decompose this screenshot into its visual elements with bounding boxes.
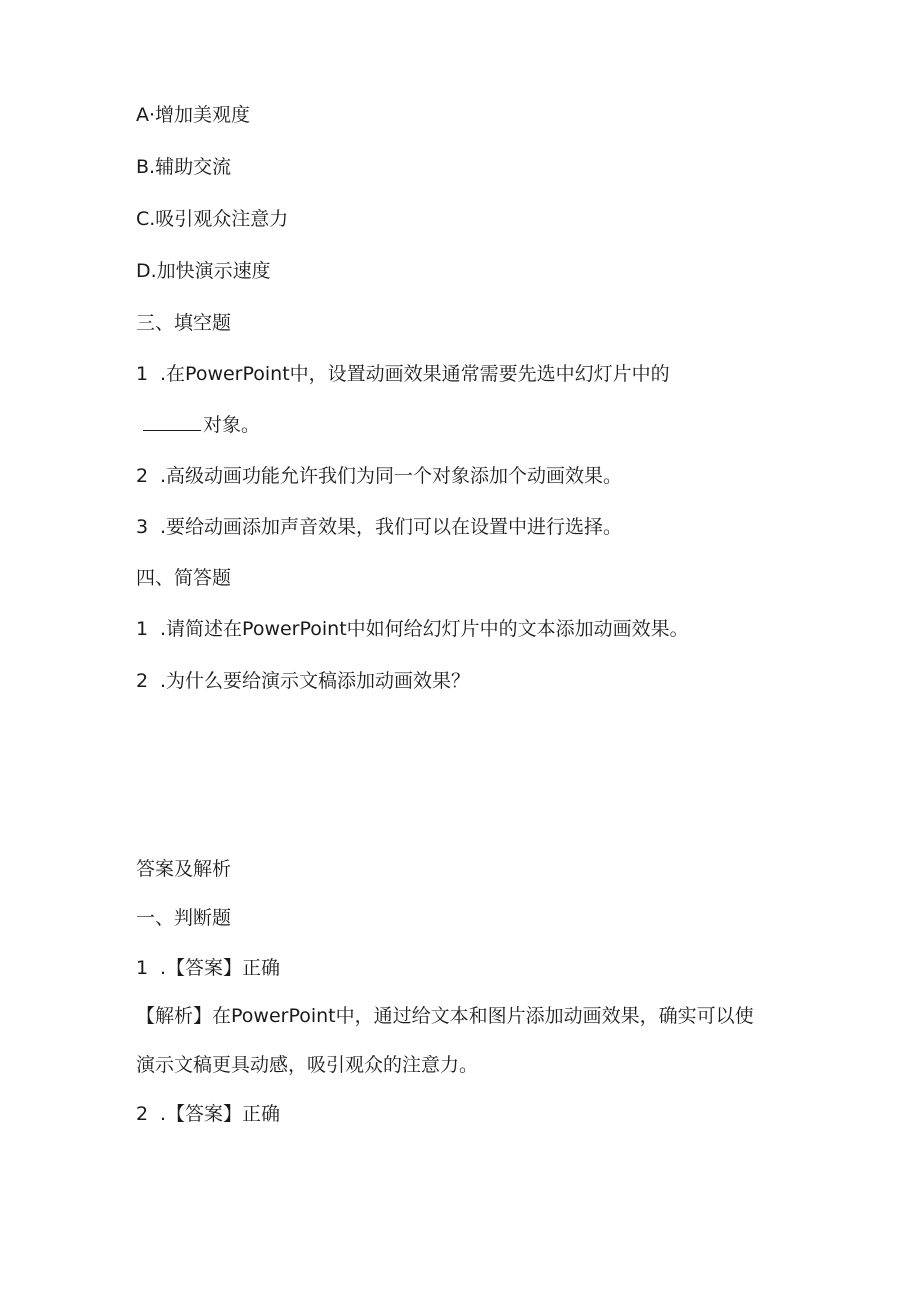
analysis-line-1: 【解析】在PowerPoint中，通过给文本和图片添加动画效果，确实可以使 (136, 1005, 754, 1027)
analysis-line-2: 演示文稿更具动感，吸引观众的注意力。 (136, 1054, 479, 1076)
item-text: .【答案】正确 (160, 1103, 281, 1125)
fill-item-1-continuation (143, 413, 260, 437)
answers-title: 答案及解析 (136, 858, 232, 880)
short-item-1 (136, 617, 689, 641)
short-answer-heading: 四、简答题 (136, 567, 232, 589)
fill-item-1 (136, 362, 670, 386)
item-number: 1 (136, 957, 149, 979)
fill-item-2 (136, 464, 622, 488)
fill-item-3 (136, 515, 622, 539)
item-text: .高级动画功能允许我们为同一个对象添加个动画效果。 (160, 465, 623, 487)
item-text: .在PowerPoint中，设置动画效果通常需要先选中幻灯片中的 (160, 363, 670, 385)
option-a: A·增加美观度 (136, 104, 251, 126)
item-text: .【答案】正确 (160, 957, 281, 979)
short-item-2 (136, 669, 470, 693)
item-text: .为什么要给演示文稿添加动画效果？ (160, 670, 471, 692)
item-number: 1 (136, 618, 149, 640)
answer-item-2 (136, 1102, 280, 1126)
answers-section-heading: 一、判断题 (136, 907, 232, 929)
item-number: 1 (136, 363, 149, 385)
item-number: 3 (136, 516, 149, 538)
item-text: .要给动画添加声音效果，我们可以在设置中进行选择。 (160, 516, 623, 538)
answer-blank (143, 416, 201, 431)
item-text: 对象。 (203, 414, 261, 436)
item-text: .请简述在PowerPoint中如何给幻灯片中的文本添加动画效果。 (160, 618, 689, 640)
item-number: 2 (136, 670, 149, 692)
option-d: D.加快演示速度 (136, 260, 271, 282)
option-c: C.吸引观众注意力 (136, 208, 289, 230)
item-number: 2 (136, 465, 149, 487)
item-number: 2 (136, 1103, 149, 1125)
option-b: B.辅助交流 (136, 156, 232, 178)
fill-blank-heading: 三、填空题 (136, 312, 232, 334)
answer-item-1 (136, 956, 280, 980)
